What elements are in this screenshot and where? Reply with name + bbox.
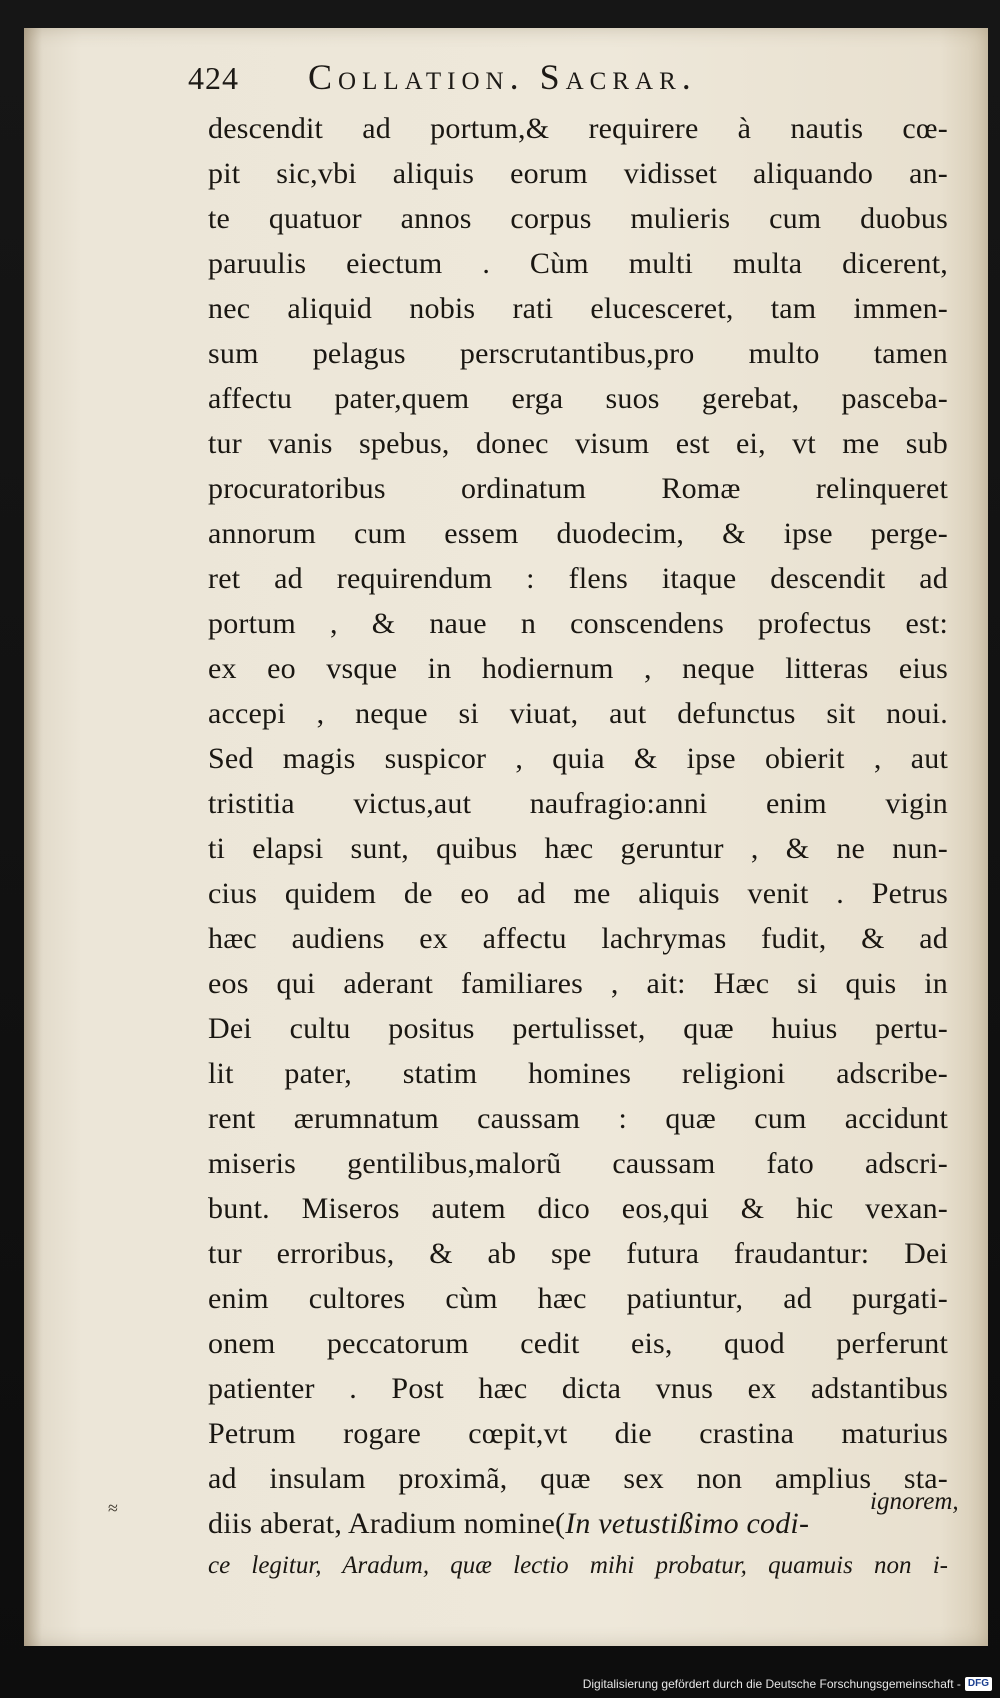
text-line: accepi , neque si viuat, aut defunctus sit noui. bbox=[208, 697, 948, 730]
text-line: rent ærumnatum caussam : quæ cum accidunt bbox=[208, 1102, 948, 1135]
page-header bbox=[188, 52, 888, 98]
text-line: lit pater, statim homines religioni adscribe- bbox=[208, 1057, 948, 1090]
text-line: patienter . Post hæc dicta vnus ex adstantibus bbox=[208, 1372, 948, 1405]
credit-text: Digitalisierung gefördert durch die Deutsche Forschungsgemeinschaft - bbox=[582, 1677, 961, 1691]
text-line bbox=[208, 1501, 948, 1546]
text-line: tristitia victus,aut naufragio:anni enim vigin bbox=[208, 787, 948, 820]
text-line: te quatuor annos corpus mulieris cum duobus bbox=[208, 202, 948, 235]
catchword: ignorem, bbox=[870, 1488, 959, 1515]
text-line: sum pelagus perscrutantibus,pro multo tamen bbox=[208, 337, 948, 370]
text-line: Sed magis suspicor , quia & ipse obierit , aut bbox=[208, 742, 948, 775]
text-line: descendit ad portum,& requirere à nautis cœ- bbox=[208, 112, 948, 145]
text-line: bunt. Miseros autem dico eos,qui & hic vexan- bbox=[208, 1192, 948, 1225]
text-line-main: diis aberat, Aradium nomine( bbox=[208, 1507, 566, 1540]
dfg-logo: DFG bbox=[965, 1677, 992, 1691]
text-line: tur erroribus, & ab spe futura fraudantur: Dei bbox=[208, 1237, 948, 1270]
digitization-credit bbox=[583, 1674, 992, 1694]
text-line: enim cultores cùm hæc patiuntur, ad purgati- bbox=[208, 1282, 948, 1315]
text-line: portum , & naue n conscendens profectus est: bbox=[208, 607, 948, 640]
text-line: nec aliquid nobis rati elucesceret, tam immen- bbox=[208, 292, 948, 325]
running-title: Collation. Sacrar. bbox=[308, 57, 697, 97]
text-line: annorum cum essem duodecim, & ipse perge- bbox=[208, 517, 948, 550]
text-line: pit sic,vbi aliquis eorum vidisset aliquando an- bbox=[208, 157, 948, 190]
text-line: procuratoribus ordinatum Romæ relinqueret bbox=[208, 472, 948, 505]
marginal-note-start: In vetustißimo codi- bbox=[565, 1507, 810, 1540]
page-number: 424 bbox=[188, 60, 239, 96]
text-line: ex eo vsque in hodiernum , neque litteras eius bbox=[208, 652, 948, 685]
margin-mark: ≈ bbox=[108, 1498, 118, 1518]
text-line: onem peccatorum cedit eis, quod perferunt bbox=[208, 1327, 948, 1360]
text-line: Petrum rogare cœpit,vt die crastina maturius bbox=[208, 1417, 948, 1450]
text-line: Dei cultu positus pertulisset, quæ huius pertu- bbox=[208, 1012, 948, 1045]
text-line: affectu pater,quem erga suos gerebat, pasceba- bbox=[208, 382, 948, 415]
text-line: ret ad requirendum : flens itaque descendit ad bbox=[208, 562, 948, 595]
body-text bbox=[208, 106, 948, 1586]
text-line: ad insulam proximã, quæ sex non amplius sta- bbox=[208, 1462, 948, 1495]
note-line: ce legitur, Aradum, quæ lectio mihi probatur, quamuis non i- bbox=[208, 1552, 948, 1579]
text-line: hæc audiens ex affectu lachrymas fudit, & ad bbox=[208, 922, 948, 955]
text-line: eos qui aderant familiares , ait: Hæc si quis in bbox=[208, 967, 948, 1000]
text-line: ti elapsi sunt, quibus hæc geruntur , & ne nun- bbox=[208, 832, 948, 865]
text-line: tur vanis spebus, donec visum est ei, vt me sub bbox=[208, 427, 948, 460]
text-line: paruulis eiectum . Cùm multi multa dicerent, bbox=[208, 247, 948, 280]
text-line: cius quidem de eo ad me aliquis venit . Petrus bbox=[208, 877, 948, 910]
text-line: miseris gentilibus,malorũ caussam fato adscri- bbox=[208, 1147, 948, 1180]
